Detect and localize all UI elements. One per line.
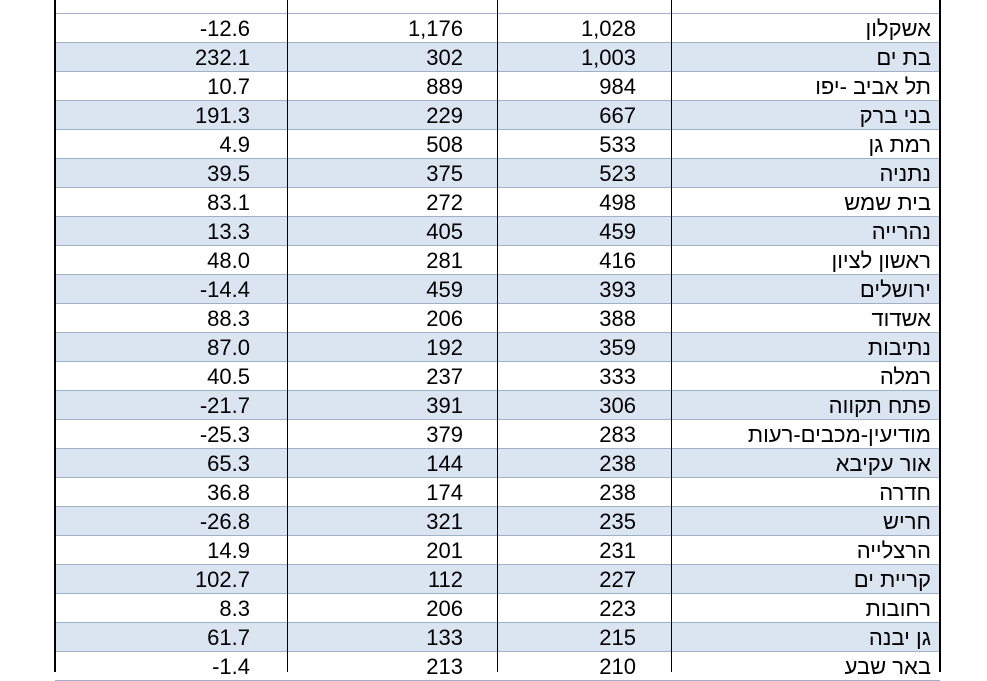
previous-cell: 206 xyxy=(426,596,463,621)
previous-cell: 229 xyxy=(426,103,463,128)
change-cell: -25.3 xyxy=(199,422,250,447)
previous-cell: 144 xyxy=(426,451,463,476)
change-cell: 48.0 xyxy=(207,248,250,273)
previous-cell: 237 xyxy=(426,364,463,389)
current-cell: 223 xyxy=(599,596,636,621)
city-cell: רמלה xyxy=(879,364,931,389)
city-cell: נהרייה xyxy=(871,219,931,244)
city-cell: גן יבנה xyxy=(868,625,931,650)
previous-cell: 405 xyxy=(426,219,463,244)
change-cell: 8.3 xyxy=(219,596,250,621)
change-cell: 65.3 xyxy=(207,451,250,476)
change-cell: 39.5 xyxy=(207,161,250,186)
current-cell: 523 xyxy=(599,161,636,186)
current-cell: 667 xyxy=(599,103,636,128)
current-cell: 210 xyxy=(599,654,636,679)
city-cell: מודיעין-מכבים-רעות xyxy=(747,422,931,447)
current-cell: 533 xyxy=(599,132,636,157)
current-cell: 459 xyxy=(599,219,636,244)
change-cell: 61.7 xyxy=(207,625,250,650)
change-cell: 232.1 xyxy=(194,45,250,70)
previous-cell: 391 xyxy=(426,393,463,418)
change-cell: -26.8 xyxy=(199,509,250,534)
previous-cell: 213 xyxy=(426,654,463,679)
current-cell: 984 xyxy=(599,74,636,99)
current-cell: 238 xyxy=(599,451,636,476)
current-cell: 1,003 xyxy=(580,45,636,70)
column-divider xyxy=(671,0,672,672)
city-cell: קריית ים xyxy=(853,567,931,592)
city-cell: חריש xyxy=(882,509,931,534)
change-cell: -14.4 xyxy=(199,277,250,302)
change-cell: 102.7 xyxy=(194,567,250,592)
city-cell: פתח תקווה xyxy=(828,393,931,418)
previous-cell: 889 xyxy=(426,74,463,99)
previous-cell: 302 xyxy=(426,45,463,70)
current-cell: 238 xyxy=(599,480,636,505)
current-cell: 215 xyxy=(599,625,636,650)
city-cell: תל אביב -יפו xyxy=(815,74,931,99)
current-cell: 498 xyxy=(599,190,636,215)
previous-cell: 133 xyxy=(426,625,463,650)
current-cell: 227 xyxy=(599,567,636,592)
previous-cell: 459 xyxy=(426,277,463,302)
change-cell: 191.3 xyxy=(194,103,250,128)
previous-cell: 281 xyxy=(426,248,463,273)
previous-cell: 192 xyxy=(426,335,463,360)
city-cell: נתניה xyxy=(879,161,931,186)
city-cell: ראשון לציון xyxy=(831,248,931,273)
city-cell: אשדוד xyxy=(871,306,931,331)
change-cell: 4.9 xyxy=(219,132,250,157)
change-cell: 36.8 xyxy=(207,480,250,505)
previous-cell: 201 xyxy=(426,538,463,563)
current-cell: 306 xyxy=(599,393,636,418)
change-cell: 83.1 xyxy=(207,190,250,215)
column-divider xyxy=(497,0,498,672)
city-cell: אור עקיבא xyxy=(835,451,931,476)
city-cell: באר שבע xyxy=(844,654,931,679)
previous-cell: 375 xyxy=(426,161,463,186)
current-cell: 393 xyxy=(599,277,636,302)
city-cell: ירושלים xyxy=(859,277,931,302)
city-cell: הרצלייה xyxy=(856,538,931,563)
column-divider xyxy=(287,0,288,672)
change-cell: 88.3 xyxy=(207,306,250,331)
change-cell: -1.4 xyxy=(212,654,250,679)
city-cell: בני ברק xyxy=(859,103,931,128)
change-cell: 40.5 xyxy=(207,364,250,389)
previous-cell: 206 xyxy=(426,306,463,331)
current-cell: 1,028 xyxy=(580,16,636,41)
current-cell: 388 xyxy=(599,306,636,331)
previous-cell: 1,176 xyxy=(407,16,463,41)
city-cell: נתיבות xyxy=(867,335,931,360)
change-cell: 10.7 xyxy=(207,74,250,99)
change-cell: 14.9 xyxy=(207,538,250,563)
previous-cell: 508 xyxy=(426,132,463,157)
previous-cell: 272 xyxy=(426,190,463,215)
city-cell: בית שמש xyxy=(844,190,931,215)
city-cell: בת ים xyxy=(876,45,931,70)
previous-cell: 174 xyxy=(426,480,463,505)
city-cell: רחובות xyxy=(865,596,931,621)
current-cell: 333 xyxy=(599,364,636,389)
previous-cell: 321 xyxy=(426,509,463,534)
previous-cell: 112 xyxy=(427,567,463,592)
change-cell: -12.6 xyxy=(199,16,250,41)
current-cell: 283 xyxy=(599,422,636,447)
current-cell: 231 xyxy=(599,538,636,563)
current-cell: 416 xyxy=(599,248,636,273)
change-cell: 13.3 xyxy=(207,219,250,244)
city-cell: רמת גן xyxy=(868,132,931,157)
city-cell: אשקלון xyxy=(865,16,931,41)
change-cell: 87.0 xyxy=(207,335,250,360)
city-cell: חדרה xyxy=(879,480,931,505)
change-cell: -21.7 xyxy=(199,393,250,418)
current-cell: 359 xyxy=(599,335,636,360)
previous-cell: 379 xyxy=(426,422,463,447)
current-cell: 235 xyxy=(599,509,636,534)
